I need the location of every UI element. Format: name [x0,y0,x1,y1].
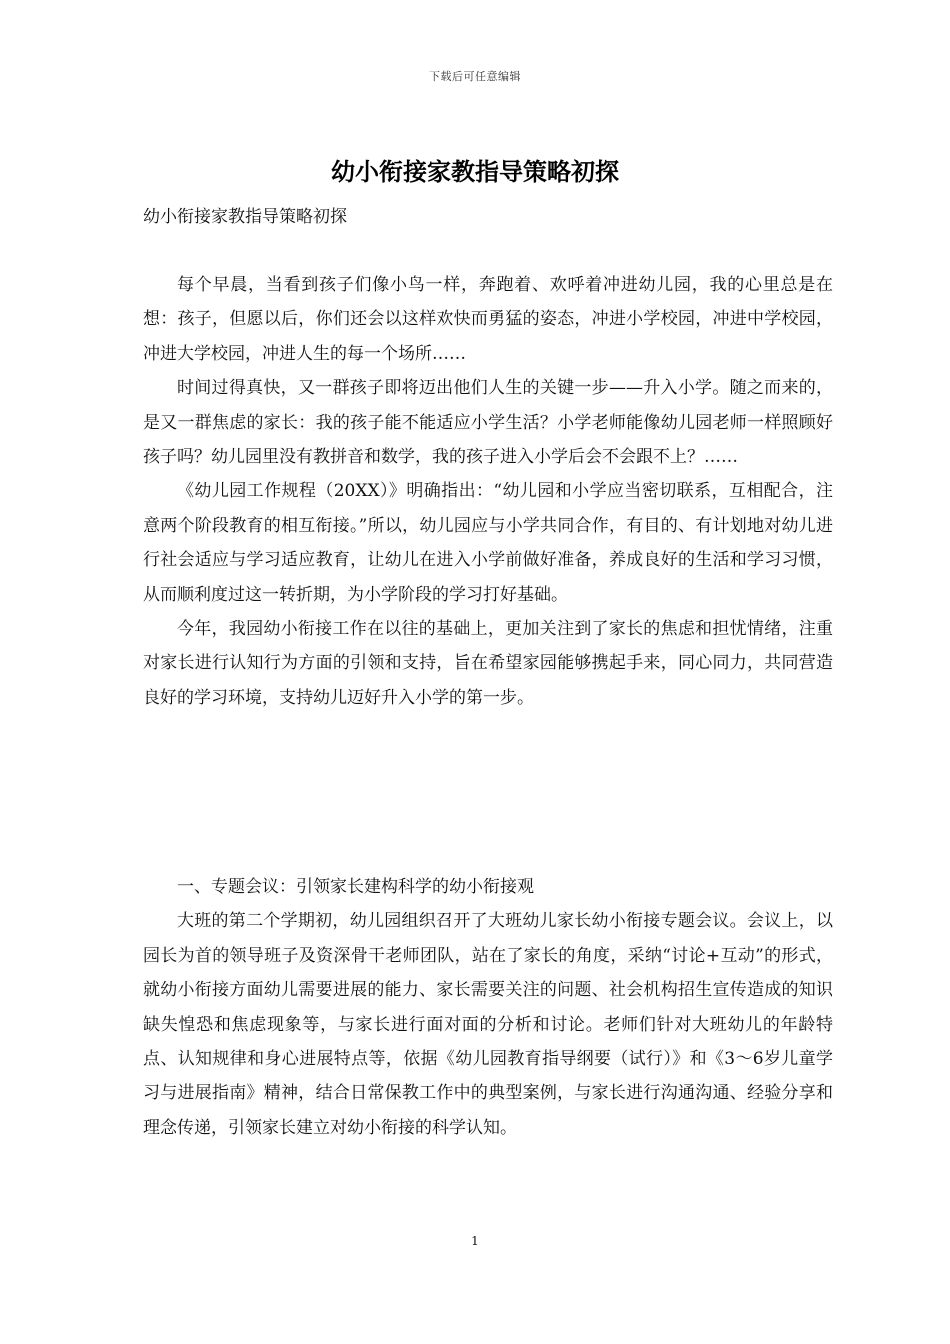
paragraph: 时间过得真快，又一群孩子即将迈出他们人生的关键一步——升入小学。随之而来的，是又一群焦虑的家长：我的孩子能不能适应小学生活？小学老师能像幼儿园老师一样照顾好孩子吗？幼儿园里没有教拼音和数学，我的孩子进入小学后会不会跟不上？…… [143,378,833,468]
page-number: 1 [471,1234,479,1248]
paragraph: 每个早晨，当看到孩子们像小鸟一样，奔跑着、欢呼着冲进幼儿园，我的心里总是在想：孩子，但愿以后，你们还会以这样欢快而勇猛的姿态，冲进小学校园，冲进中学校园，冲进大学校园，冲进人生的每一个场所…… [143,275,833,364]
section-1 [143,870,833,1145]
header-note: 下载后可任意编辑 [429,70,521,83]
document-subtitle: 幼小衔接家教指导策略初探 [143,207,347,227]
intro-section [143,268,833,715]
paragraph: 《幼儿园工作规程（20XX）》明确指出：“幼儿园和小学应当密切联系，互相配合，注意两个阶段教育的相互衔接。”所以，幼儿园应与小学共同合作，有目的、有计划地对幼儿进行社会适应与学习适应教育，让幼儿在进入小学前做好准备，养成良好的生活和学习习惯，从而顺利度过这一转折期，为小学阶段的学习打好基础。 [143,481,833,605]
document-title: 幼小衔接家教指导策略初探 [331,157,619,186]
paragraph: 今年，我园幼小衔接工作在以往的基础上，更加关注到了家长的焦虑和担忧情绪，注重对家长进行认知行为方面的引领和支持，旨在希望家园能够携起手来，同心同力，共同营造良好的学习环境，支持幼儿迈好升入小学的第一步。 [143,619,833,708]
section-heading: 一、专题会议：引领家长建构科学的幼小衔接观 [177,877,534,897]
paragraph: 大班的第二个学期初，幼儿园组织召开了大班幼儿家长幼小衔接专题会议。会议上，以园长为首的领导班子及资深骨干老师团队，站在了家长的角度，采纳“讨论+互动”的形式，就幼小衔接方面幼儿需要进展的能力、家长需要关注的问题、社会机构招生宣传造成的知识缺失惶恐和焦虑现象等，与家长进行面对面的分析和讨论。老师们针对大班幼儿的年龄特点、认知规律和身心进展特点等，依据《幼儿园教育指导纲要（试行）》和《3～6岁儿童学习与进展指南》精神，结合日常保教工作中的典型案例，与家长进行沟通沟通、经验分享和理念传递，引领家长建立对幼小衔接的科学认知。 [143,911,833,1138]
